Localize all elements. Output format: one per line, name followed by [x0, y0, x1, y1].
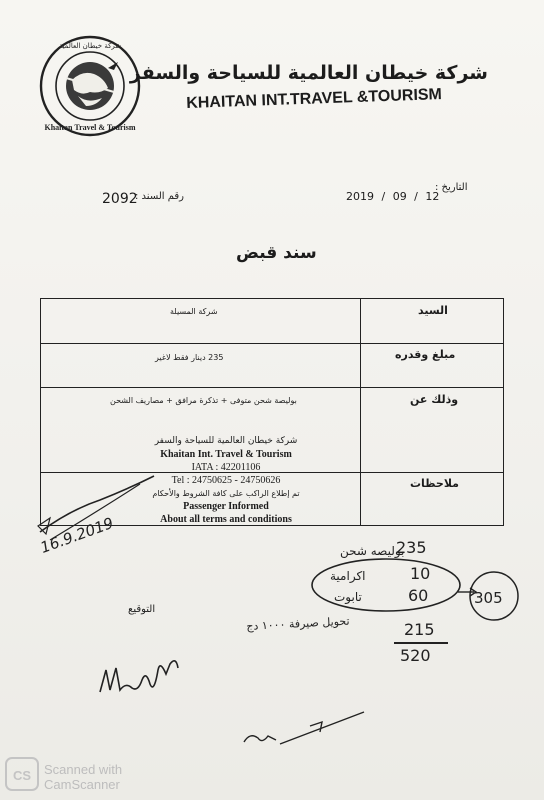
watermark-line-2: CamScanner — [44, 777, 120, 792]
value-name: شركة المسيلة — [170, 307, 218, 316]
date-label: التاريخ : — [435, 182, 468, 193]
table-row-divider — [40, 387, 504, 388]
watermark-line-1: Scanned with — [44, 762, 123, 777]
hand-line-1-text: بوليصه شحن — [340, 544, 405, 558]
signature — [94, 640, 184, 710]
stamp-line: Tel : 24750625 - 24750626 — [171, 475, 281, 486]
stamp-line: About all terms and conditions — [160, 514, 292, 525]
logo-text: Khaitan Travel & Tourism — [44, 123, 136, 132]
hand-line-3-text: تابوت — [334, 590, 362, 604]
value-amount: 235 دينار فقط لاغير — [155, 353, 224, 362]
hand-line-1-num: 235 — [396, 538, 427, 557]
label-mr: السيد — [418, 304, 448, 317]
sum-line — [394, 642, 448, 644]
table-row-divider — [40, 343, 504, 344]
hand-line-2-num: 10 — [410, 564, 431, 583]
stamp-line: Passenger Informed — [183, 501, 269, 512]
stamp-line: Khaitan Int. Travel & Tourism — [160, 449, 292, 460]
stamp-line: IATA : 42201106 — [191, 462, 261, 473]
svg-text:CS: CS — [12, 768, 32, 783]
watermark-text — [44, 762, 122, 792]
label-amount: مبلغ وقدره — [395, 348, 456, 361]
hand-line-3-num: 60 — [408, 586, 429, 605]
signature-label: التوقيع — [128, 604, 156, 615]
hand-line-4-num: 215 — [404, 620, 435, 639]
label-for: وذلك عن — [410, 393, 459, 406]
bottom-scribble — [240, 706, 370, 756]
table-divider — [360, 298, 361, 526]
stamp-line: شركة خيطان العالمية للسياحة والسفر — [154, 436, 298, 446]
date-value: 2019 / 09 / 12 — [346, 190, 440, 203]
svg-text:شركة خيطان العالمية: شركة خيطان العالمية — [58, 42, 122, 50]
circle-annotation — [306, 552, 526, 622]
receipt-number: 2092 — [102, 191, 138, 207]
label-notes: ملاحظات — [410, 477, 459, 490]
document-title: سند قبض — [236, 243, 317, 263]
handwritten-date: 16.9.2019 — [38, 513, 116, 557]
hand-line-4-text: تحويل صيرفة ١٠٠٠ دج — [246, 614, 350, 633]
hand-circled-total: 305 — [474, 589, 503, 607]
value-for: بوليصة شحن متوفى + تذكرة مرافق + مصاريف الشحن — [110, 396, 297, 405]
hand-line-2-text: اكرامية — [330, 569, 366, 583]
camscanner-icon — [4, 756, 40, 792]
receipt-number-label: رقم السند : — [135, 191, 185, 202]
company-name-arabic: شركة خيطان العالمية للسياحة والسفر — [129, 62, 488, 84]
company-logo — [38, 34, 142, 138]
company-name-english: KHAITAN INT.TRAVEL &TOURISM — [186, 86, 443, 112]
stamp-line: تم إطلاع الراكب على كافة الشروط والأحكام — [152, 489, 300, 498]
hand-grand-total: 520 — [400, 646, 431, 665]
